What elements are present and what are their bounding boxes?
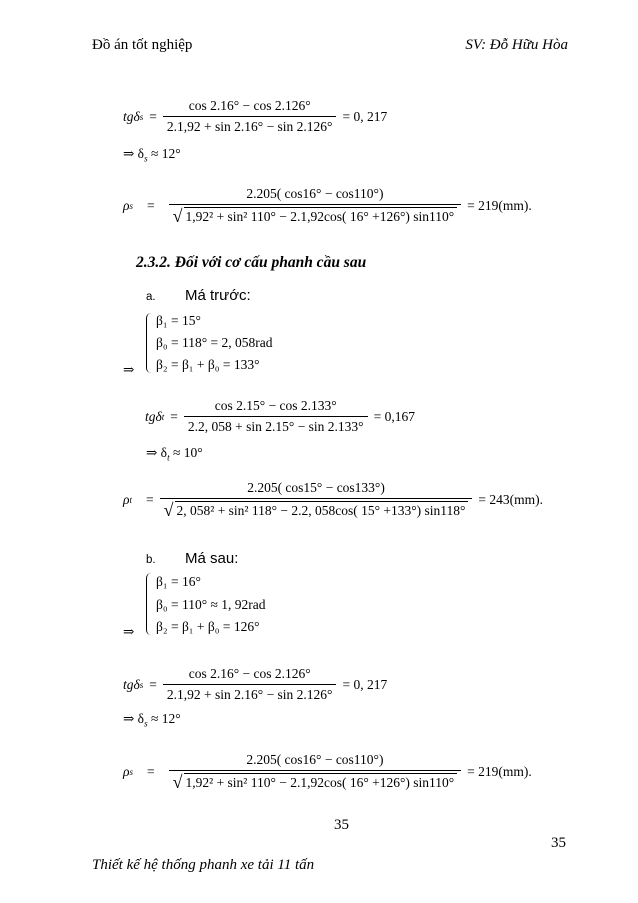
tg-result: = 0, 217 bbox=[342, 676, 388, 692]
section-heading: 2.3.2. Đối với cơ cấu phanh cầu sau bbox=[136, 254, 367, 271]
tg-result: = 0, 217 bbox=[342, 108, 388, 124]
tg-sub: s bbox=[139, 679, 144, 690]
rho-sub: s bbox=[129, 200, 133, 211]
system-a-line-2: β₀ = 118° = 2, 058rad bbox=[156, 335, 273, 350]
tg-numerator: cos 2.16° − cos 2.126° bbox=[188, 666, 311, 681]
rho-fraction bbox=[169, 186, 462, 225]
system-b-line-1: β₁ = 16° bbox=[156, 574, 201, 589]
tg-result: = 0,167 bbox=[373, 408, 415, 424]
tg-lhs: tgδ bbox=[145, 408, 162, 424]
rho-radicand: 1,92² + sin² 110° − 2.1,92cos( 16° +126°) sin110° bbox=[184, 773, 458, 791]
header-right: SV: Đỗ Hữu Hòa bbox=[465, 37, 568, 53]
tg-fraction bbox=[163, 98, 337, 135]
tg-equation-1: tgδ s = $\frac{\cos 2.16^\circ - \cos 2.126^\circ}{2.1,92 + \sin 2.16^\circ - \sin 2.126^\circ}$ = 0, 217 bbox=[123, 98, 388, 134]
system-a-line-3: β₂ = β₁ + β₀ = 133° bbox=[156, 357, 260, 372]
system-b-line-3: β₂ = β₁ + β₀ = 126° bbox=[156, 619, 260, 634]
rho-sub: s bbox=[129, 766, 133, 777]
implies-a: ⇒ bbox=[123, 362, 135, 377]
tg-sub: s bbox=[139, 111, 144, 122]
system-brace-b bbox=[146, 573, 151, 635]
part-b-label: b. bbox=[146, 554, 156, 566]
rho-equation-a: ρ t = 2.205( cos15° − cos133°) √ 2, 058² + sin² 118° − 2.2, 058cos( 15° +133°) sin118° = 243(mm). bbox=[123, 480, 544, 520]
tg-denominator: 2.1,92 + sin 2.16° − sin 2.126° bbox=[163, 116, 337, 135]
delta-value: ≈ 12° bbox=[150, 146, 181, 161]
delta-sub: s bbox=[144, 153, 148, 164]
tg-fraction bbox=[184, 398, 368, 435]
rho-result: = 219(mm). bbox=[467, 197, 532, 213]
tg-denominator: 2.1,92 + sin 2.16° − sin 2.126° bbox=[163, 684, 337, 703]
delta-line-b bbox=[123, 711, 181, 729]
part-a-label: a. bbox=[146, 291, 156, 303]
rho-result: = 219(mm). bbox=[467, 763, 532, 779]
rho-lhs: ρ bbox=[123, 197, 130, 213]
rho-equation-b: ρ s = 2.205( cos16° − cos110°) √ 1,92² + sin² 110° − 2.1,92cos( 16° +126°) sin110° = 219(mm). bbox=[123, 752, 532, 792]
implies-b: ⇒ bbox=[123, 624, 135, 639]
rho-radicand: 2, 058² + sin² 118° − 2.2, 058cos( 15° +133°) sin118° bbox=[175, 501, 469, 519]
tg-lhs: tgδ bbox=[123, 676, 140, 692]
tg-equation-a: tgδ t = $\frac{\cos 2.15^\circ - \cos 2.133^\circ}{2.2, 058 + \sin 2.15^\circ - \sin 2.133^\circ}$ = 0,167 bbox=[145, 398, 415, 434]
rho-numerator: 2.205( cos15° − cos133°) bbox=[247, 480, 385, 495]
rho-denominator: √ 2, 058² + sin² 118° − 2.2, 058cos( 15° +133°) sin118° bbox=[160, 498, 473, 519]
rho-numerator: 2.205( cos16° − cos110°) bbox=[246, 752, 384, 767]
rho-denominator: √ 1,92² + sin² 110° − 2.1,92cos( 16° +126°) sin110° bbox=[169, 204, 462, 225]
tg-numerator: cos 2.16° − cos 2.126° bbox=[188, 98, 311, 113]
rho-fraction bbox=[160, 480, 473, 519]
delta-sub: t bbox=[167, 452, 170, 463]
rho-result: = 243(mm). bbox=[478, 491, 544, 507]
tg-lhs: tgδ bbox=[123, 108, 140, 124]
page-number-center: 35 bbox=[334, 817, 349, 833]
rho-radicand: 1,92² + sin² 110° − 2.1,92cos( 16° +126°) sin110° bbox=[184, 207, 458, 225]
system-brace-a bbox=[146, 313, 151, 373]
delta-value: ≈ 10° bbox=[172, 445, 203, 460]
delta-label: ⇒ δ bbox=[123, 146, 145, 161]
rho-fraction bbox=[169, 752, 462, 791]
rho-numerator: 2.205( cos16° − cos110°) bbox=[246, 186, 384, 201]
rho-equation-1: ρ s = 2.205( cos16° − cos110°) √ 1,92² + sin² 110° − 2.1,92cos( 16° +126°) sin110° = 219(mm). bbox=[123, 186, 532, 226]
system-b-line-2: β₀ = 110° ≈ 1, 92rad bbox=[156, 597, 266, 612]
delta-label: ⇒ δ bbox=[123, 711, 145, 726]
rho-lhs: ρ bbox=[123, 491, 130, 507]
header-left: Đồ án tốt nghiệp bbox=[92, 37, 193, 53]
tg-sub: t bbox=[161, 411, 165, 422]
delta-line-1 bbox=[123, 146, 181, 164]
part-a-title: Má trước: bbox=[185, 287, 251, 304]
tg-fraction bbox=[163, 666, 337, 703]
rho-denominator: √ 1,92² + sin² 110° − 2.1,92cos( 16° +126°) sin110° bbox=[169, 770, 462, 791]
rho-lhs: ρ bbox=[123, 763, 130, 779]
tg-equation-b: tgδ s = $\frac{\cos 2.16^\circ - \cos 2.126^\circ}{2.1,92 + \sin 2.16^\circ - \sin 2.126^\circ}$ = 0, 217 bbox=[123, 666, 388, 702]
tg-denominator: 2.2, 058 + sin 2.15° − sin 2.133° bbox=[184, 416, 368, 435]
delta-line-a bbox=[146, 445, 203, 463]
system-a-line-1: β₁ = 15° bbox=[156, 313, 201, 328]
tg-numerator: cos 2.15° − cos 2.133° bbox=[214, 398, 337, 413]
part-b-title: Má sau: bbox=[185, 550, 239, 567]
delta-label: ⇒ δ bbox=[146, 445, 168, 460]
page-number-right: 35 bbox=[551, 835, 566, 851]
delta-value: ≈ 12° bbox=[150, 711, 181, 726]
rho-sub: t bbox=[129, 494, 132, 505]
delta-sub: s bbox=[144, 718, 148, 729]
footer-title: Thiết kế hệ thống phanh xe tải 11 tấn bbox=[92, 857, 315, 873]
